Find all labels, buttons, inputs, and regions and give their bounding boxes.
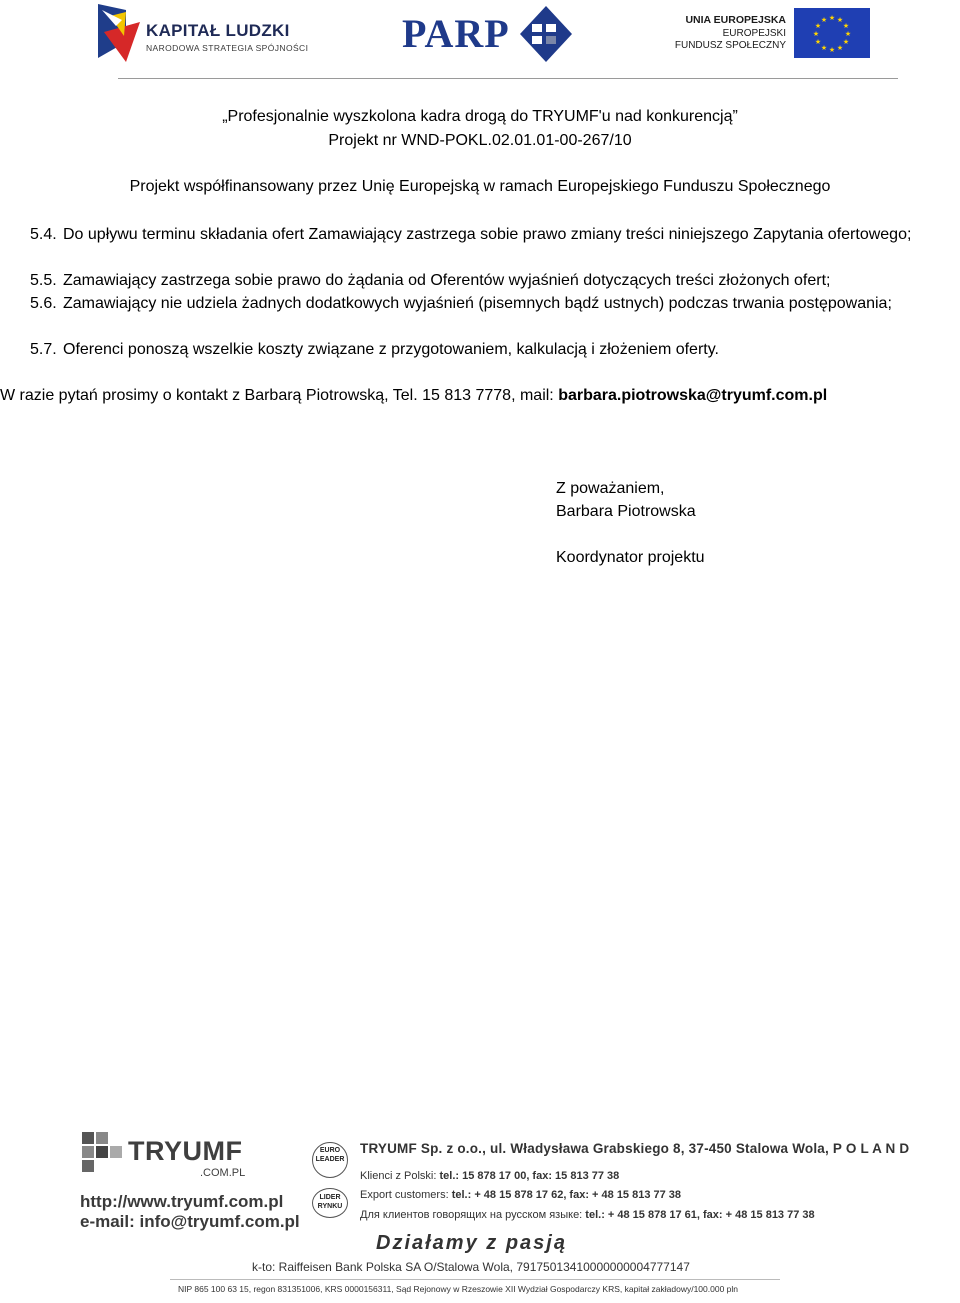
signature-greeting: Z poważaniem, xyxy=(556,480,665,497)
item-text: Do upływu terminu składania ofert Zamawiający zastrzega sobie prawo zmiany treści niniejszego Zapytania ofertowego; xyxy=(63,226,912,243)
svg-text:★: ★ xyxy=(820,16,828,24)
eu-flag-icon xyxy=(794,8,870,58)
eu-line-3: FUNDUSZ SPOŁECZNY xyxy=(674,40,786,51)
euro-leader-badge: EURO LEADER xyxy=(312,1142,348,1178)
footer-website-link[interactable]: http://www.tryumf.com.pl xyxy=(80,1192,284,1211)
kapital-ludzki-emblem-icon xyxy=(96,2,142,64)
parp-label: PARP xyxy=(402,11,510,56)
item-number: 5.7. xyxy=(30,341,57,358)
project-title: „Profesjonalnie wyszkolona kadra drogą do TRYUMF'u nad konkurencją” xyxy=(222,108,738,125)
tryumf-emblem-icon xyxy=(80,1130,124,1182)
footer-contact-pl-value: tel.: 15 878 17 00, fax: 15 813 77 38 xyxy=(439,1170,620,1182)
footer-company: TRYUMF Sp. z o.o., ul. Władysława Grabskiego 8, 37-450 Stalowa Wola, P O L A N D xyxy=(360,1141,910,1156)
tryumf-logo-domain: .COM.PL xyxy=(200,1167,246,1179)
list-item xyxy=(30,292,960,315)
parp-logo xyxy=(400,4,580,64)
signature-role: Koordynator projektu xyxy=(556,549,705,566)
footer-contact-pl xyxy=(360,1170,619,1182)
contact-email-link[interactable]: barbara.piotrowska@tryumf.com.pl xyxy=(558,387,828,404)
footer-contact-pl-label: Klienci z Polski: xyxy=(360,1170,440,1182)
svg-text:★: ★ xyxy=(836,44,844,52)
item-text: Oferenci ponoszą wszelkie koszty związane z przygotowaniem, kalkulacją i złożeniem oferty. xyxy=(63,341,719,358)
svg-text:★: ★ xyxy=(842,22,850,30)
header-divider xyxy=(118,78,898,79)
footer-divider xyxy=(170,1279,780,1280)
svg-text:★: ★ xyxy=(842,38,850,46)
tryumf-logo xyxy=(80,1130,260,1185)
footer-contact-ru xyxy=(360,1209,815,1221)
footer-contact-ru-label: Для клиентов говорящих на русском языке: xyxy=(360,1209,586,1221)
contact-line xyxy=(0,384,827,407)
footer-contact-ru-value: tel.: + 48 15 878 17 61, fax: + 48 15 813 77 38 xyxy=(585,1209,815,1221)
list-item xyxy=(30,223,960,246)
footer-contact-export-value: tel.: + 48 15 878 17 62, fax: + 48 15 813 77 38 xyxy=(451,1189,682,1201)
lider-rynku-badge: LIDER RYNKU xyxy=(312,1188,348,1218)
footer-contact-export-label: Export customers: xyxy=(360,1189,452,1201)
eu-logo xyxy=(674,8,870,58)
eu-line-1: UNIA EUROPEJSKA xyxy=(685,14,786,26)
svg-text:★: ★ xyxy=(828,14,836,22)
item-text: Zamawiający zastrzega sobie prawo do żądania od Oferentów wyjaśnień dotyczących treści złożonych ofert; xyxy=(63,272,831,289)
signature-name: Barbara Piotrowska xyxy=(556,503,696,520)
svg-text:★: ★ xyxy=(812,30,820,38)
item-text: Zamawiający nie udziela żadnych dodatkowych wyjaśnień (pisemnych bądź ustnych) podczas trwania postępowania; xyxy=(63,295,892,312)
tryumf-logo-name: TRYUMF xyxy=(128,1136,243,1166)
svg-text:★: ★ xyxy=(836,16,844,24)
item-number: 5.5. xyxy=(30,272,57,289)
footer-contact-export xyxy=(360,1189,681,1201)
item-number: 5.4. xyxy=(30,226,57,243)
footer-registry: NIP 865 100 63 15, regon 831351006, KRS 0000156311, Sąd Rejonowy w Rzeszowie XII Wydział Gospodarczy KRS, kapitał zakładowy/100.000 pln xyxy=(178,1284,739,1294)
svg-text:★: ★ xyxy=(828,46,836,54)
list-item xyxy=(30,269,960,292)
item-number: 5.6. xyxy=(30,295,57,312)
svg-text:★: ★ xyxy=(814,38,822,46)
parp-emblem-icon xyxy=(518,4,574,64)
svg-text:★: ★ xyxy=(814,22,822,30)
cofinance-note: Projekt współfinansowany przez Unię Europejską w ramach Europejskiego Funduszu Społecznego xyxy=(129,178,831,195)
kapital-ludzki-title: KAPITAŁ LUDZKI xyxy=(146,21,290,40)
contact-text: W razie pytań prosimy o kontakt z Barbarą Piotrowską, Tel. 15 813 7778, mail: xyxy=(0,387,559,404)
svg-text:★: ★ xyxy=(820,44,828,52)
svg-text:★: ★ xyxy=(844,30,852,38)
footer-slogan: Działamy z pasją xyxy=(376,1232,567,1254)
eu-line-2: EUROPEJSKI xyxy=(722,28,786,39)
list-item xyxy=(30,338,960,361)
kapital-ludzki-subtitle: NARODOWA STRATEGIA SPÓJNOŚCI xyxy=(146,43,309,53)
kapital-ludzki-logo xyxy=(96,2,309,64)
footer-bank-account: k-to: Raiffeisen Bank Polska SA O/Stalowa Wola, 79175013410000000004777147 xyxy=(252,1260,690,1274)
footer-email-link[interactable]: e-mail: info@tryumf.com.pl xyxy=(80,1212,300,1231)
project-number: Projekt nr WND-POKL.02.01.01-00-267/10 xyxy=(328,132,632,149)
